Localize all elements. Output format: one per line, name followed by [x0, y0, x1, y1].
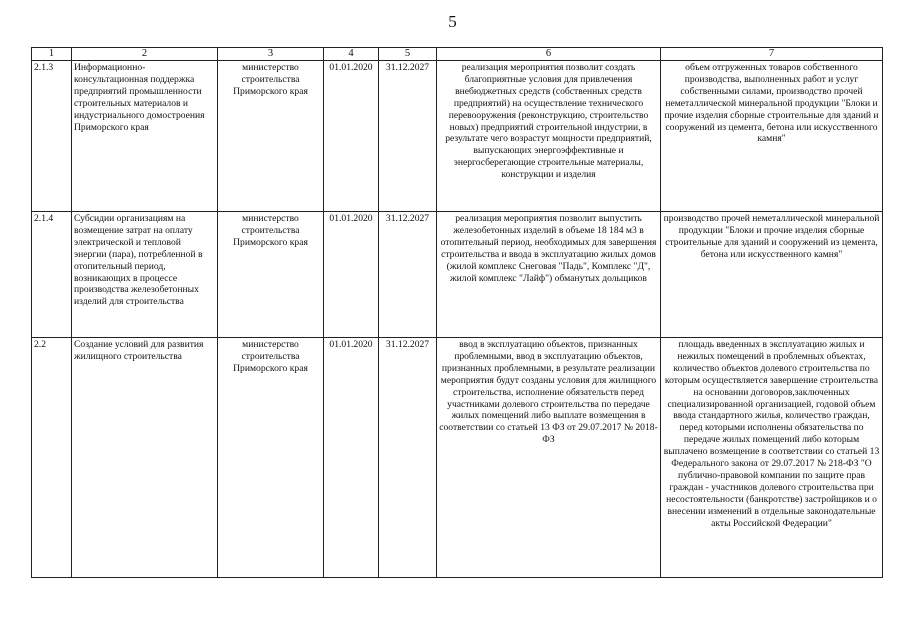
- start-date: 01.01.2020: [324, 212, 379, 338]
- indicator: производство прочей неметаллической минеральной продукции "Блоки и прочие изделия сборные строительные для зданий и сооружений из цемента, бетона или искусственного камня": [661, 212, 883, 338]
- executor: министерство строительства Приморского края: [218, 338, 324, 578]
- indicator: объем отгруженных товаров собственного производства, выполненных работ и услуг собственными силами, производство прочей неметаллической минеральной продукции "Блоки и прочие изделия сборные строительные для зданий и сооружений из цемента, бетона или искусственного камня": [661, 61, 883, 212]
- executor: министерство строительства Приморского края: [218, 61, 324, 212]
- row-number: 2.2: [32, 338, 72, 578]
- table-row: [32, 212, 883, 338]
- row-number: 2.1.3: [32, 61, 72, 212]
- column-header: 2: [72, 48, 218, 61]
- start-date: 01.01.2020: [324, 338, 379, 578]
- end-date: 31.12.2027: [379, 61, 437, 212]
- executor: министерство строительства Приморского края: [218, 212, 324, 338]
- program-measures-table: [31, 47, 883, 578]
- measure-name: Информационно-консультационная поддержка предприятий промышленности строительных материалов и индустриального домостроения Приморского края: [72, 61, 218, 212]
- column-header: 5: [379, 48, 437, 61]
- column-header: 6: [437, 48, 661, 61]
- column-header: 1: [32, 48, 72, 61]
- column-header: 4: [324, 48, 379, 61]
- expected-result: реализация мероприятия позволит создать благоприятные условия для привлечения внебюджетных средств (собственных средств предприятий) на осуществление технического перевооружения (реконструкцию, строительство новых) предприятий строительной индустрии, в результате чего возрастут мощности предприятий, выпускающих энергоэффективные и энергосберегающие строительные материалы, конструкции и изделия: [437, 61, 661, 212]
- measure-name: Субсидии организациям на возмещение затрат на оплату электрической и тепловой энергии (пара), потребленной в отопительный период, возникающих в процессе производства железобетонных изделий для строительства: [72, 212, 218, 338]
- row-number: 2.1.4: [32, 212, 72, 338]
- column-header: 7: [661, 48, 883, 61]
- column-header: 3: [218, 48, 324, 61]
- page-number: 5: [448, 12, 457, 31]
- indicator: площадь введенных в эксплуатацию жилых и нежилых помещений в проблемных объектах, количество объектов долевого строительства по которым осуществляется завершение строительства на основании договоров,заключенных специализированной организацией, годовой объем ввода стандартного жилья, количество граждан, перед которыми исполнены обязательства по передаче жилых помещений либо которым выплачено возмещение в соответствии со статьей 13 Федерального закона от 29.07.2017 № 218-ФЗ "О публично-правовой компании по защите прав граждан - участников долевого строительства при несостоятельности (банкротстве) застройщиков и о внесении изменений в отдельные законодательные акты Российской Федерации": [661, 338, 883, 578]
- expected-result: реализация мероприятия позволит выпустить железобетонных изделий в объеме 18 184 м3 в отопительный период, необходимых для завершения строительства и ввода в эксплуатацию жилых домов (жилой комплекс Снеговая "Падь", Комплекс "Д", жилой комплекс "Лайф") обманутых дольщиков: [437, 212, 661, 338]
- table-row: [32, 61, 883, 212]
- measure-name: Создание условий для развития жилищного строительства: [72, 338, 218, 578]
- table-row: [32, 338, 883, 578]
- expected-result: ввод в эксплуатацию объектов, признанных проблемными, ввод в эксплуатацию объектов, признанных проблемными, в результате реализации мероприятия будут созданы условия для жилищного строительства, исполнение обязательств перед участниками долевого строительства по передаче жилых помещений либо выплате возмещения в соответствии со статьей 13 ФЗ от 29.07.2017 № 2018-ФЗ: [437, 338, 661, 578]
- start-date: 01.01.2020: [324, 61, 379, 212]
- end-date: 31.12.2027: [379, 212, 437, 338]
- end-date: 31.12.2027: [379, 338, 437, 578]
- header-row: [32, 48, 883, 61]
